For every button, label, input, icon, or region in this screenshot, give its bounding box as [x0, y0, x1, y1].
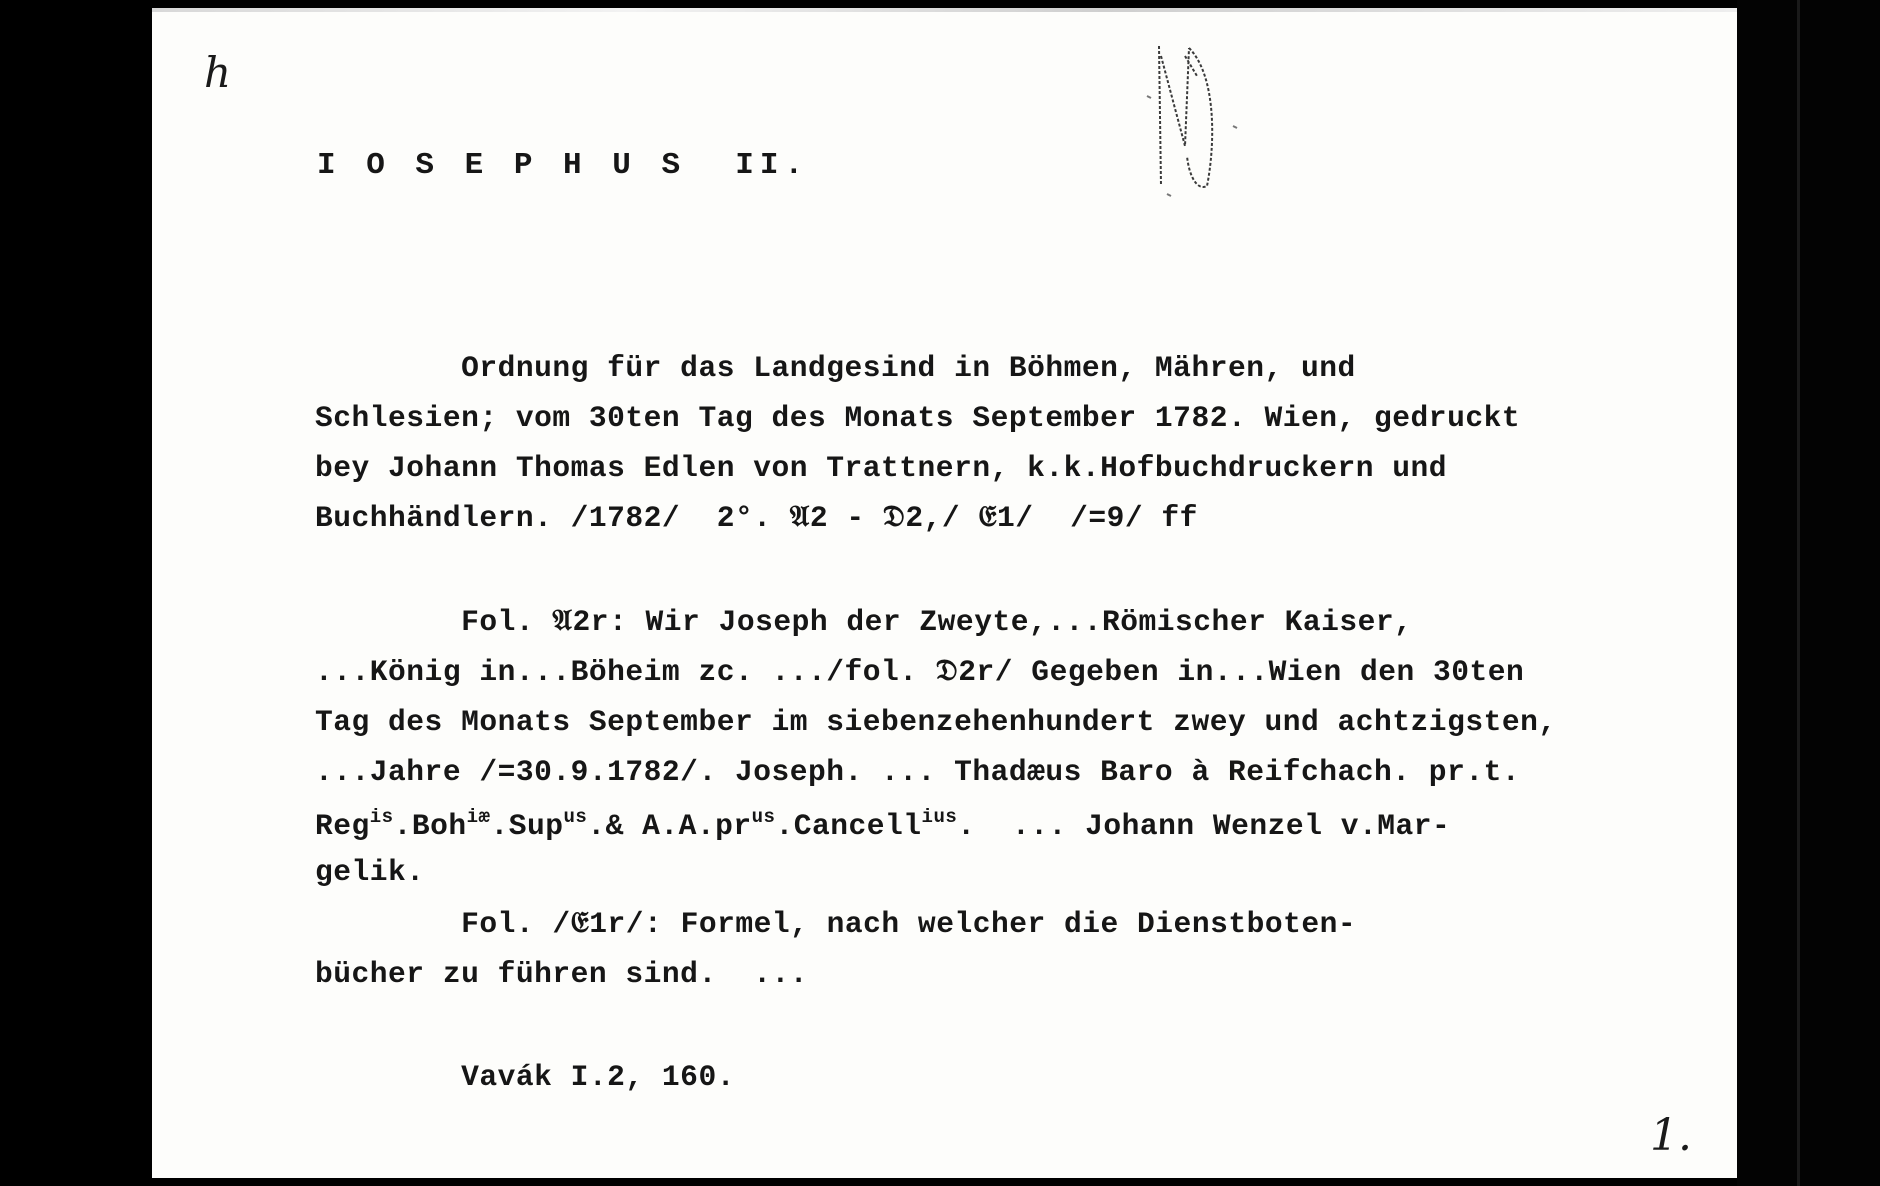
fol1-reg-d: .& A.A.pr	[587, 809, 752, 843]
fol1-line-6: gelik.	[315, 855, 425, 889]
title-line-4: Buchhändlern. /1782/ 2°. 𝔄2 - 𝔇2,/ 𝔈1/ /=9/ ff	[315, 501, 1198, 535]
title-line-3: bey Johann Thomas Edlen von Trattnern, k.k.Hofbuchdruckern und	[315, 451, 1448, 485]
fol1-reg-e: .Cancell	[775, 809, 922, 843]
fol1-reg-b-sup: iæ	[466, 806, 491, 828]
fol1-line-4: ...Jahre /=30.9.1782/. Joseph. ... Thadæus Baro à Reifchach. pr.t.	[315, 755, 1521, 789]
fol2-line-2: bücher zu führen sind. ...	[315, 957, 808, 991]
fol1-reg-c: .Sup	[490, 809, 564, 843]
fol1-line-5	[315, 808, 1450, 842]
title-line-1: Ordnung für das Landgesind in Böhmen, Mähren, und	[315, 351, 1356, 385]
fol1-line-3: Tag des Monats September im siebenzehenhundert zwey und achtzigsten,	[315, 705, 1557, 739]
fol1-reg-a: Reg	[315, 809, 370, 843]
page-number: 1.	[1650, 1110, 1692, 1161]
reference-line: Vavák I.2, 160.	[315, 1060, 735, 1094]
corner-mark: h	[204, 48, 232, 97]
stamp-mark-icon	[1137, 36, 1277, 206]
fol1-reg-b: .Boh	[393, 809, 467, 843]
fol1-reg-f: . ... Johann Wenzel v.Mar-	[957, 809, 1451, 843]
fol1-line-2: ...König in...Böheim zc. .../fol. 𝔇2r/ Gegeben in...Wien den 30ten	[315, 655, 1525, 689]
title-line-2: Schlesien; vom 30ten Tag des Monats September 1782. Wien, gedruckt	[315, 401, 1521, 435]
fol2-line-1: Fol. /𝔈1r/: Formel, nach welcher die Dienstboten-	[315, 907, 1357, 941]
card-heading: I O S E P H U S II.	[317, 148, 810, 183]
fol1-reg-a-sup: is	[369, 806, 394, 828]
scan-border	[1737, 0, 1880, 1186]
catalog-card	[152, 8, 1737, 1178]
fol1-line-1: Fol. 𝔄2r: Wir Joseph der Zweyte,...Römischer Kaiser,	[315, 605, 1413, 639]
fol1-reg-e-sup: ius	[921, 806, 958, 828]
fol1-reg-c-sup: us	[563, 806, 588, 828]
scan-streak	[1797, 0, 1800, 1186]
fol1-reg-d-sup: us	[751, 806, 776, 828]
